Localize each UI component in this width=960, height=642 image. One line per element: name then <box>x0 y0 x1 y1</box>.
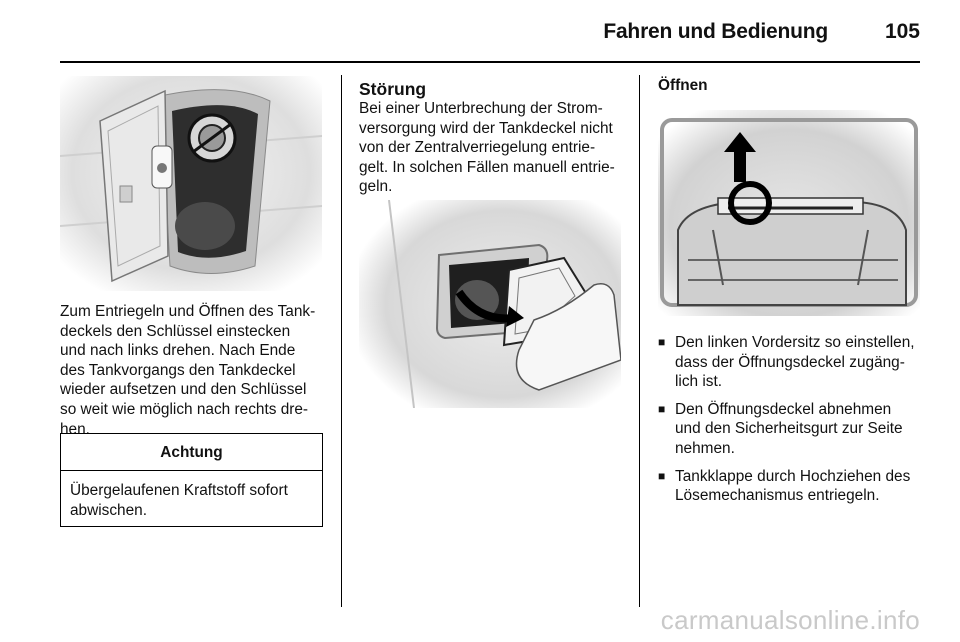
bullet-square-icon: ■ <box>658 335 666 349</box>
warning-title: Achtung <box>61 434 322 471</box>
text-line: dass der Öffnungsdeckel zugäng- <box>675 353 905 371</box>
text-line: abwischen. <box>70 501 147 519</box>
bullet-square-icon: ■ <box>658 401 666 416</box>
unlock-instructions <box>60 302 330 439</box>
text-line: von der Zentralverriegelung entrie- <box>359 139 596 157</box>
warning-text <box>70 481 288 520</box>
text-line: und nach links drehen. Nach Ende <box>60 342 296 360</box>
text-line: Den Öffnungsdeckel abnehmen <box>675 400 892 418</box>
list-item <box>658 400 923 459</box>
text-line: Den linken Vordersitz so einstellen, <box>675 334 915 351</box>
text-line: versorgung wird der Tankdeckel nicht <box>359 119 613 137</box>
text-line: und den Sicherheitsgurt zur Seite <box>675 420 903 438</box>
text-line: gelt. In solchen Fällen manuell entrie- <box>359 158 615 176</box>
column-divider-2 <box>639 75 640 607</box>
list-item <box>658 467 923 506</box>
section-heading-stoerung: Störung <box>359 79 427 99</box>
text-line: wieder aufsetzen und den Schlüssel <box>60 381 307 399</box>
header-rule <box>60 61 920 63</box>
text-line: geln. <box>359 178 393 196</box>
list-item <box>658 333 923 392</box>
bullet-square-icon: ■ <box>658 468 666 483</box>
text-line: Zum Entriegeln und Öffnen des Tank- <box>60 303 316 320</box>
text-line: des Tankvorgangs den Tankdeckel <box>60 361 296 379</box>
column-divider-1 <box>341 75 342 607</box>
opening-steps-list <box>658 333 923 514</box>
text-line: lich ist. <box>675 373 723 391</box>
manual-release-illustration <box>359 200 621 408</box>
text-line: hen. <box>60 420 90 438</box>
text-line: Lösemechanismus entriegeln. <box>675 487 880 505</box>
text-line: Bei einer Unterbrechung der Strom- <box>359 100 603 117</box>
warning-box <box>60 433 323 527</box>
watermark: carmanualsonline.info <box>660 605 920 635</box>
seat-release-illustration <box>658 110 920 316</box>
text-line: nehmen. <box>675 439 735 457</box>
section-heading-oeffnen: Öffnen <box>658 77 708 94</box>
page-header-title: Fahren und Bedienung <box>603 20 828 43</box>
fuel-door-key-illustration <box>60 76 322 291</box>
page-number: 105 <box>884 20 920 43</box>
text-line: Übergelaufenen Kraftstoff sofort <box>70 482 288 499</box>
text-line: so weit wie möglich nach rechts dre- <box>60 400 309 418</box>
text-line: Tankklappe durch Hochziehen des <box>675 467 911 485</box>
text-line: deckels den Schlüssel einstecken <box>60 322 291 340</box>
malfunction-description <box>359 99 634 197</box>
